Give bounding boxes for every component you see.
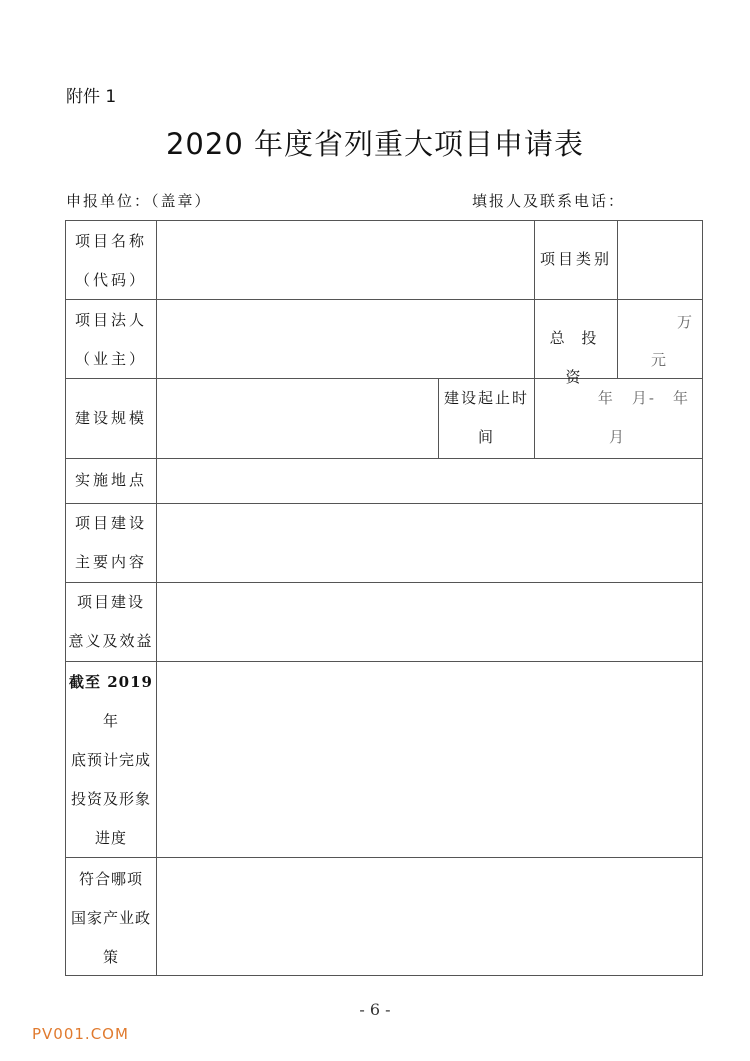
- industrial-policy-label: 符合哪项 国家产业政 策: [70, 870, 151, 966]
- construction-scale-field[interactable]: [157, 379, 438, 458]
- progress-label: 截至 2019 年 底预计完成 投资及形象 进度: [69, 673, 153, 847]
- industrial-policy-field[interactable]: [157, 858, 702, 975]
- location-label: 实施地点: [74, 471, 147, 489]
- table-border-bottom: [65, 975, 703, 976]
- investment-unit-part2: 元: [650, 351, 666, 369]
- construction-scale-label: 建设规模: [74, 409, 147, 427]
- project-name-label: 项目名称 （代码）: [74, 232, 147, 289]
- filler-contact-label: 填报人及联系电话：: [472, 192, 626, 210]
- application-form-table: [65, 220, 703, 976]
- construction-period-field[interactable]: 年 月- 年 月: [597, 389, 690, 446]
- site-watermark: PV001.COM: [32, 1025, 129, 1043]
- project-name-field[interactable]: [157, 221, 534, 299]
- project-category-field[interactable]: [618, 221, 702, 299]
- main-content-field[interactable]: [157, 504, 702, 582]
- significance-label: 项目建设 意义及效益: [68, 593, 154, 650]
- significance-field[interactable]: [157, 583, 702, 661]
- investment-unit-part1: 万: [676, 313, 692, 331]
- legal-person-label: 项目法人 （业主）: [74, 311, 147, 368]
- page-title: 2020 年度省列重大项目申请表: [165, 127, 585, 161]
- legal-person-field[interactable]: [157, 300, 534, 378]
- location-field[interactable]: [157, 459, 702, 503]
- progress-field[interactable]: [157, 662, 702, 857]
- total-investment-field[interactable]: [618, 300, 702, 378]
- table-border-right: [702, 220, 703, 976]
- total-investment-label: 总 投 资: [549, 329, 603, 386]
- project-category-label: 项目类别: [539, 250, 612, 268]
- attachment-label: 附件 1: [66, 87, 117, 107]
- construction-period-label: 建设起止时 间: [443, 389, 529, 446]
- page-number: - 6 -: [359, 1000, 391, 1019]
- main-content-label: 项目建设 主要内容: [74, 514, 147, 571]
- applicant-unit-label: 申报单位：（盖章）: [66, 192, 212, 210]
